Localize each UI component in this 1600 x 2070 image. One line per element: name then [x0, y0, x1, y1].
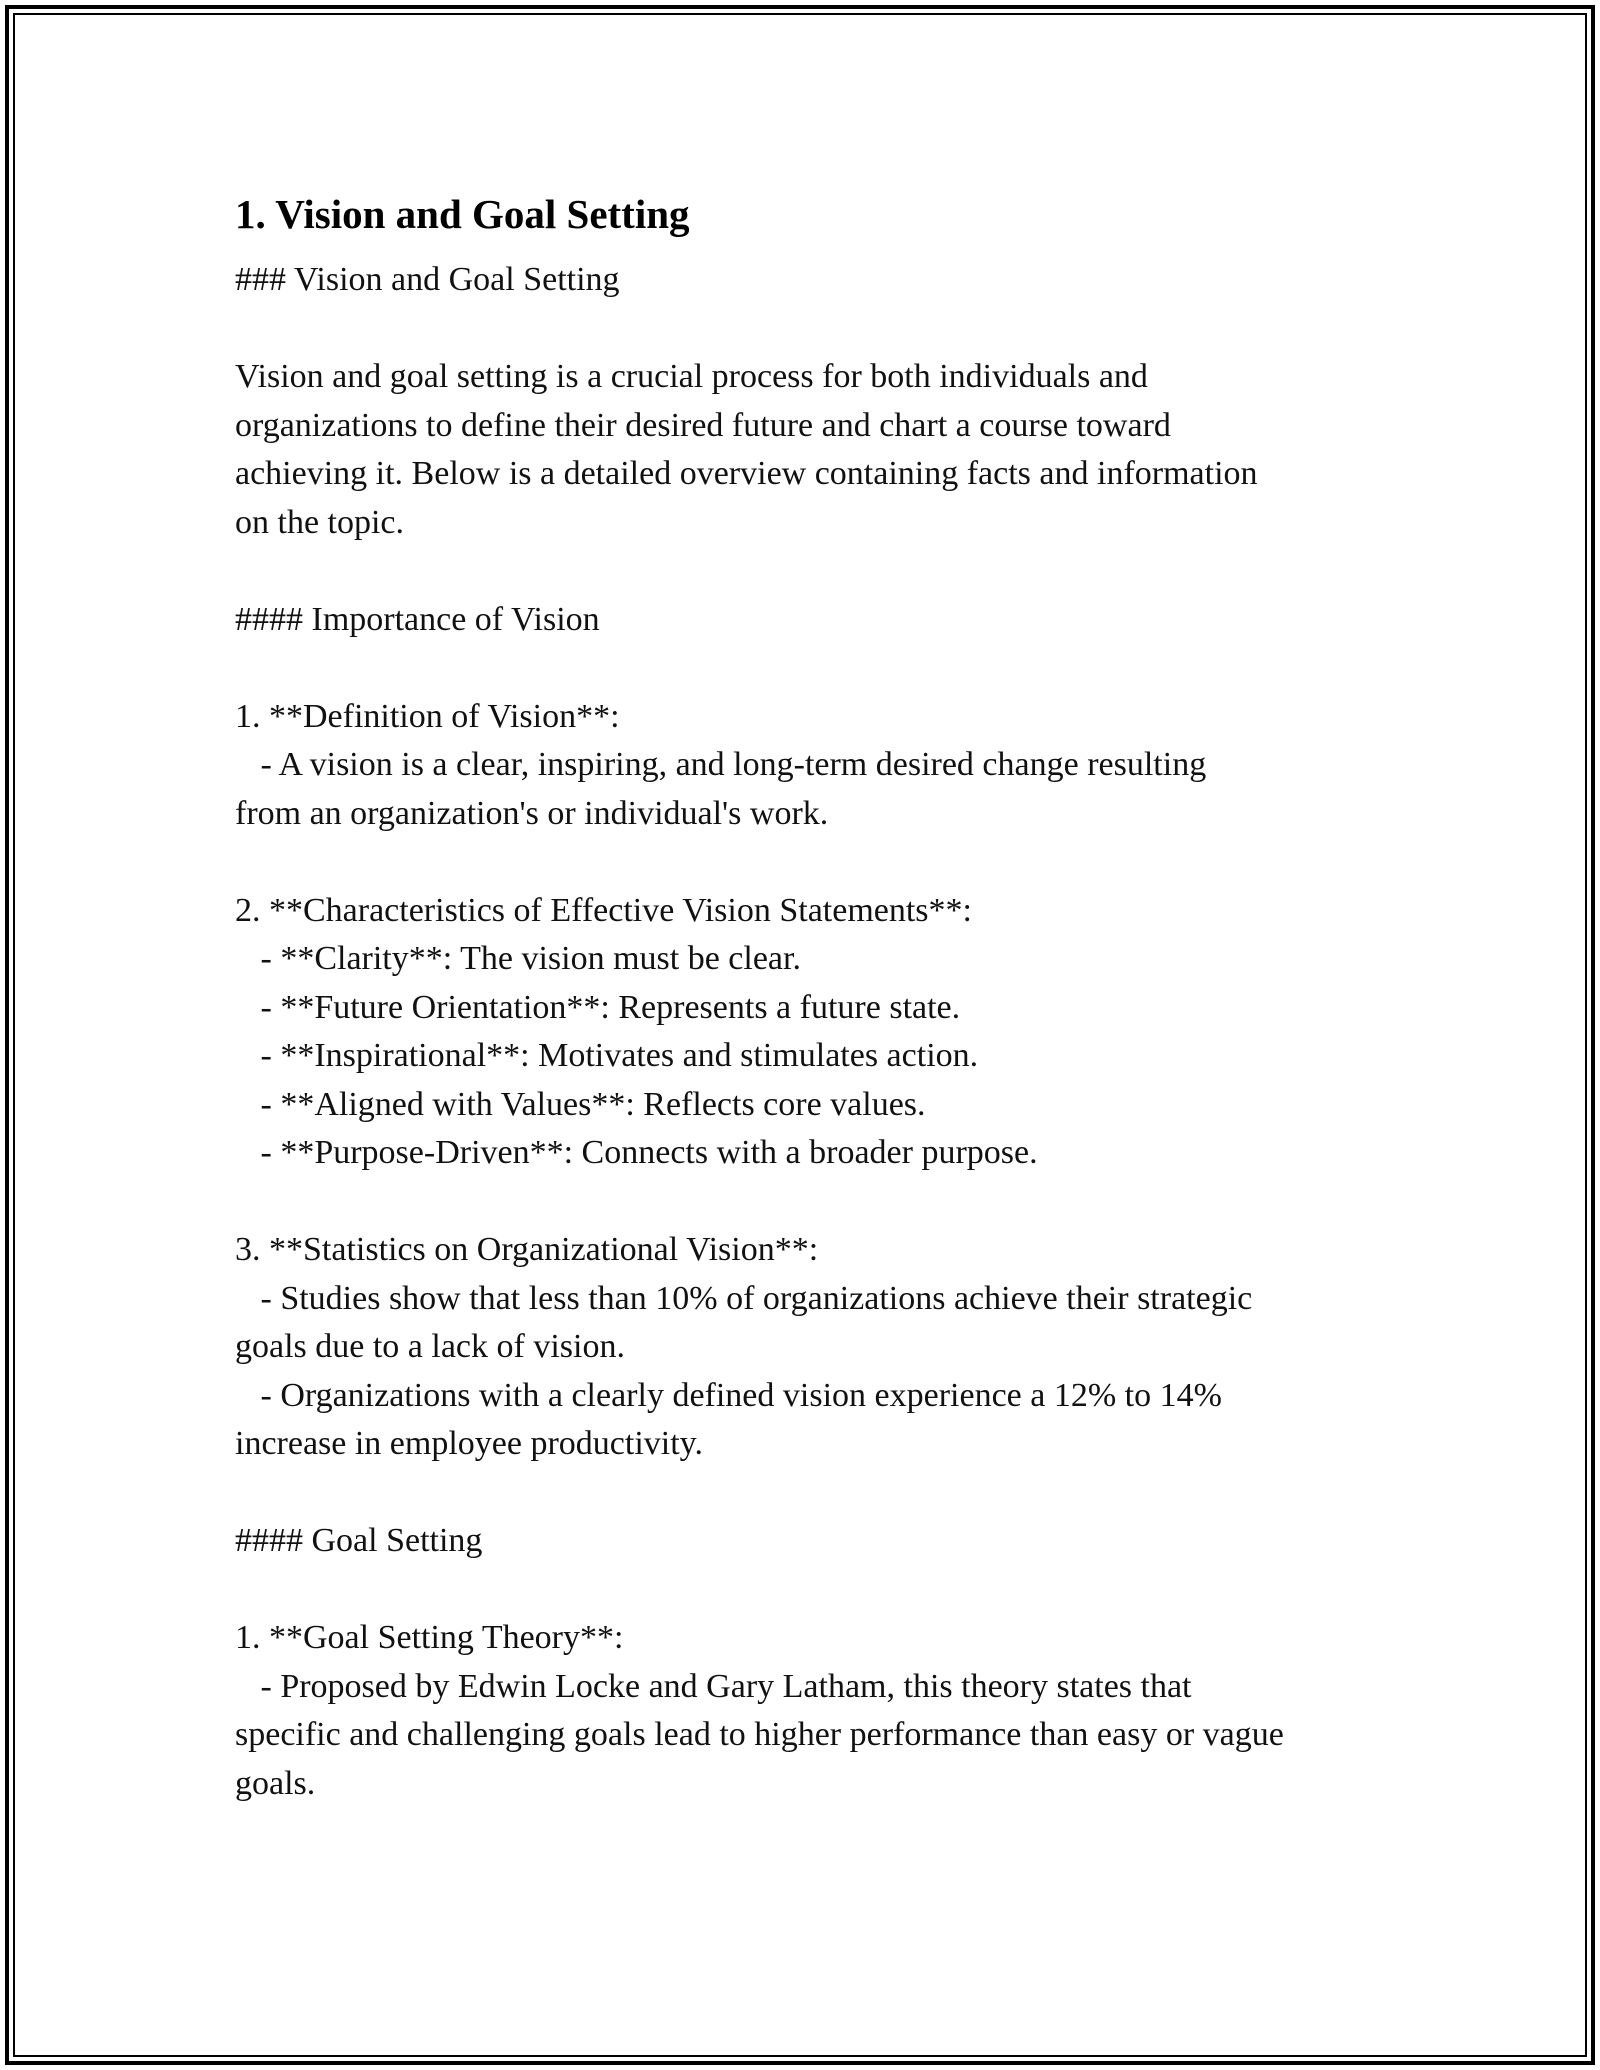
blank-line — [235, 1469, 1375, 1518]
list-item-definition-of-vision: 1. **Definition of Vision**: - A vision is a clear, inspiring, and long-term desired change resulting from an organization's or individual's work. — [235, 697, 1207, 832]
intro-paragraph: Vision and goal setting is a crucial process for both individuals and organizations to define their desired future and chart a course toward achieving it. Below is a detailed overview containing facts and information on the topic. — [235, 358, 1258, 541]
blank-line — [235, 1178, 1375, 1227]
section-heading-goal-setting: #### Goal Setting — [235, 1522, 483, 1559]
blank-line — [235, 838, 1375, 887]
section-heading-importance-of-vision: #### Importance of Vision — [235, 600, 600, 638]
page-title: 1. Vision and Goal Setting — [235, 191, 690, 237]
list-item-characteristics: 2. **Characteristics of Effective Vision Statements**: - **Clarity**: The vision must be clear. - **Future Orientation**: Represents a future state. - **Inspirational**: Motivates and stimulates action. - **Aligned with Values**: Reflects core values. - **Purpose-Driven**: Connects with a broader purpose. — [235, 891, 1038, 1171]
blank-line — [235, 644, 1375, 693]
blank-line — [235, 1566, 1375, 1615]
blank-line — [235, 305, 1375, 354]
list-item-statistics: 3. **Statistics on Organizational Vision**: - Studies show that less than 10% of organizations achieve their strategic goals due to a lack of vision. - Organizations with a clearly defined vision experience a 12% to 14% increase in employee productivity. — [235, 1231, 1253, 1462]
document-body — [235, 182, 1375, 1808]
subheading-vision-goal-setting: ### Vision and Goal Setting — [235, 261, 620, 298]
list-item-goal-setting-theory: 1. **Goal Setting Theory**: - Proposed by Edwin Locke and Gary Latham, this theory states that specific and challenging goals lead to higher performance than easy or vague goals. — [235, 1619, 1284, 1802]
blank-line — [235, 547, 1375, 596]
